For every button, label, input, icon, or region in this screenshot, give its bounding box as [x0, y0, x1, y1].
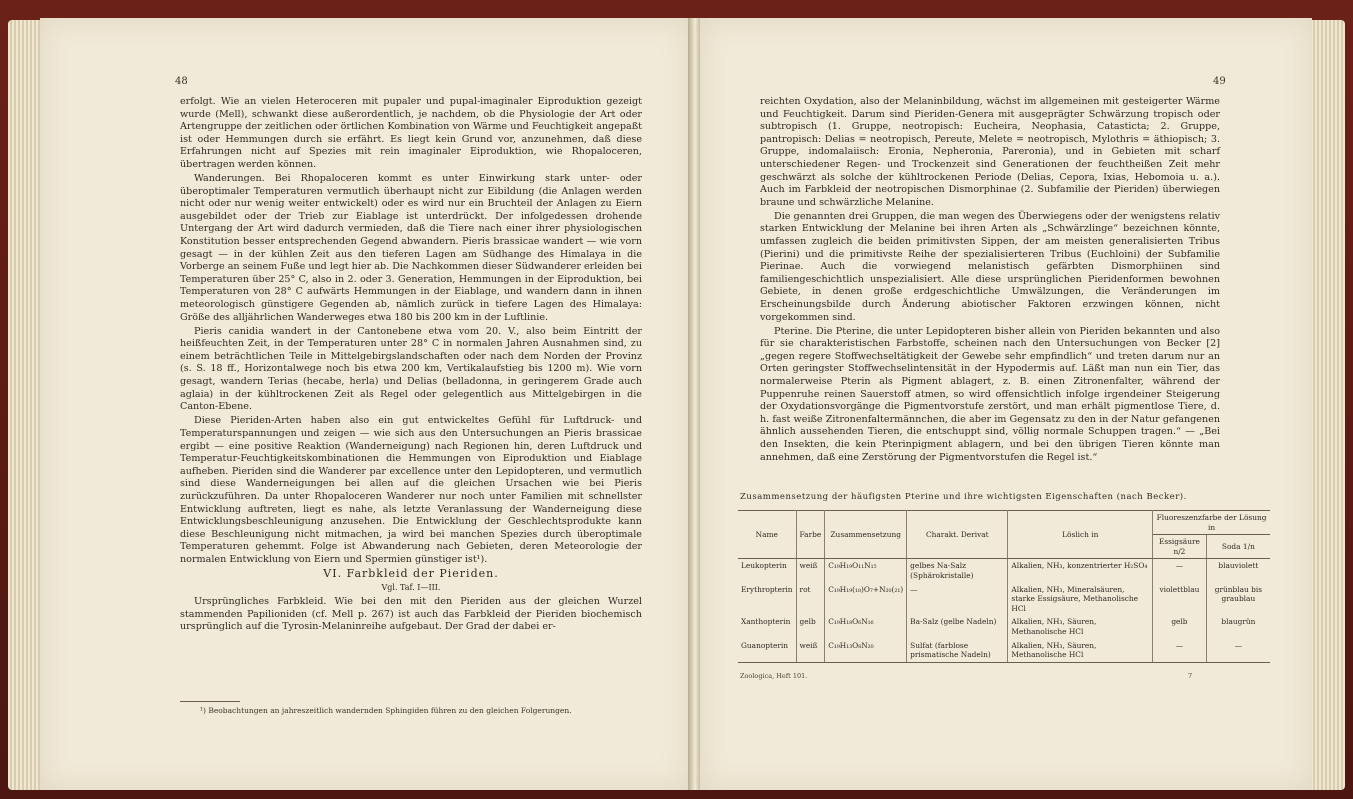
cell-loeslich: Alkalien, NH₃, konzentrierter H₂SO₄ [1008, 559, 1153, 583]
cell-soda: blauviolett [1218, 561, 1259, 571]
pterin-table [738, 510, 1270, 663]
cell-name: Erythropterin [738, 583, 796, 616]
cell-derivat: — [907, 583, 1008, 616]
cell-zus: C₁₉H₁₉(₁₈)O₇+N₂₀(₂₁) [825, 583, 907, 616]
table-row [738, 615, 1270, 638]
paragraph: Wanderungen. Bei Rhopaloceren kommt es unter Einwirkung stark unter- oder überoptimaler Temperaturen vermutlich überhaupt nicht zur Eibildung (die Anlagen werden nicht oder nur wenig weiter entwickelt) oder es wird nur ein Bruchteil der Anlagen zu Eiern ausgebildet oder der Trieb zur Eiablage ist unterdrückt. Der infolgedessen drohende Untergang der Art wird dadurch vermieden, daß die Tiere nach einer ihrer physiologischen Konstitution besser entsprechenden Gegend abwandern. Pieris brassicae wandert — wie vorn gesagt — in der kühlen Zeit aus den tieferen Lagen am Südhange des Himalaya in die Vorberge an seinem Fuße und legt hier ab. Die Nachkommen dieser Südwanderer erleiden bei Temperaturen über 25° C, also in 2. oder 3. Generation, Hemmungen in der Eiproduktion, bei Temperaturen von 28° C aufwärts Hemmungen in der Eiablage, und wandern dann in ihnen meteorologisch günstigere Gegenden ab, nämlich zurück in tiefere Lagen des Himalaya: Größe des alljährlichen Wanderweges etwa 180 bis 200 km in der Luftlinie. [180, 173, 642, 323]
cell-name: Leukopterin [738, 559, 796, 583]
cell-soda: — [1206, 639, 1270, 663]
table-row [738, 559, 1270, 583]
section-title: VI. Farbkleid der Pieriden. [323, 566, 499, 580]
cell-derivat: Sulfat (farblose prismatische Nadeln) [907, 639, 1008, 663]
cell-farbe: weiß [796, 559, 825, 583]
col-header-derivat: Charakt. Derivat [907, 511, 1008, 559]
cell-loeslich: Alkalien, NH₃, Säuren, Methanolische HCl [1008, 615, 1153, 638]
cell-farbe: weiß [796, 639, 825, 663]
col-header-essigsaeure: Essigsäure n/2 [1153, 535, 1207, 559]
cell-zus: C₁₉H₁₈O₆N₁₆ [825, 615, 907, 638]
page-number-left: 48 [175, 76, 188, 87]
cell-essig: violettblau [1153, 583, 1207, 616]
col-header-soda: Soda 1/n [1206, 535, 1270, 559]
col-header-zusammensetzung: Zusammensetzung [825, 511, 907, 559]
section-subtitle: Vgl. Taf. I—III. [381, 583, 441, 593]
col-header-farbe: Farbe [796, 511, 825, 559]
cell-derivat: gelbes Na-Salz (Sphärokristalle) [907, 559, 1008, 583]
cell-loeslich: Alkalien, NH₃, Mineralsäuren, starke Essigsäure, Methanolische HCl [1008, 583, 1153, 616]
signature-mark: 7 [1188, 672, 1193, 680]
left-page-body [180, 96, 642, 635]
paragraph: Die genannten drei Gruppen, die man wegen des Überwiegens oder der wenigstens relativ starken Entwicklung der Melanine bei ihren Arten als „Schwärzlinge“ bezeichnen könnte, umfassen zugleich die beiden primitivsten Sippen, der am meisten generalisierten Tribus (Pierini) und die primitivste Reihe der spezialisierteren Tribus (Euchloini) der Subfamilie Pierinae. Auch die vorwiegend melanistisch gefärbten Dismorphiinen sind familiengeschichtlich unspezialisiert. Alle diese ursprünglichen Pieridenformen bewohnen Gebiete, in denen große erdgeschichtliche Umwälzungen, die Veränderungen im Erscheinungsbilde durch Änderung abiotischer Faktoren erzwingen können, nicht vorgekommen sind. [760, 210, 1220, 323]
cell-zus: C₁₉H₁₃O₈N₂₀ [825, 639, 907, 663]
paragraph: Diese Pieriden-Arten haben also ein gut entwickeltes Gefühl für Luftdruck- und Temperaturspannungen und zeigen — wie sich aus den Untersuchungen an Pieris brassicae ergibt — eine positive Reaktion (Wanderneigung) nach Regionen hin, deren Luftdruck und Temperatur-Feuchtigkeitskombinationen die Hemmungen von Eiproduktion und Eiablage aufheben. Pieriden sind die Wanderer par excellence unter den Lepidopteren, und vermutlich sind diese Wanderneigungen bei allen auf die gleichen Ursachen wie bei Pieris zurückzuführen. Da unter Rhopaloceren Wanderer nur noch unter Familien mit schnellster Entwicklung auftreten, liegt es nahe, als letzte Veranlassung der Wanderneigung diese Entwicklungsbeschleunigung anzusehen. Die Entwicklung der Geschlechtsprodukte kann diese Beschleunigung nicht mitmachen, ja wird bei manchen Spezies durch überoptimale Temperaturen gehemmt. Folge ist Abwanderung nach Gebieten, deren Meteorologie der normalen Entwicklung von Eiern und Spermien günstiger ist¹). [180, 415, 642, 565]
col-header-loeslich: Löslich in [1008, 511, 1153, 559]
paragraph: Pterine. Die Pterine, die unter Lepidopteren bisher allein von Pieriden bekannten und also für sie charakteristischen Farbstoffe, scheinen nach den Untersuchungen von Becker [2] „gegen regere Stoffwechseltätigkeit der Gewebe sehr empfindlich“ und treten darum nur an Orten geringster Stoffwechselintensität in der Hypodermis auf. Läßt man nun ein Tier, das normalerweise Pterin als Pigment ablagert, z. B. einen Zitronenfalter, während der Puppenruhe reinen Sauerstoff atmen, so wird offensichtlich infolge irgendeiner Steigerung der Oxydationsvorgänge die Pigmentvorstufe zerstört, und man erhält pigmentlose Tiere, d. h. fast weiße Zitronenfaltermännchen, die aber im Gegensatz zu den in der Natur gefangenen ähnlich aussehenden Tieren, die entschuppt sind, völlig normale Schuppen tragen.“ — „Bei den Insekten, die kein Pterinpigment ablagern, und bei den übrigen Tieren könnte man annehmen, daß eine Zerstörung der Pigmentvorstufen die Regel ist.“ [760, 325, 1220, 463]
cell-essig: — [1153, 559, 1207, 583]
cell-zus: C₁₉H₁₉O₁₁N₁₅ [825, 559, 907, 583]
left-page [40, 18, 690, 790]
cell-farbe: rot [796, 583, 825, 616]
footnote: ¹) Beobachtungen an jahreszeitlich wandernden Sphingiden führen zu den gleichen Folgerungen. [200, 706, 572, 715]
signature-line: Zoologica, Heft 101. [740, 672, 808, 680]
right-page [700, 18, 1312, 790]
page-number-right: 49 [1213, 76, 1226, 87]
cell-loeslich: Alkalien, NH₃, Säuren, Methanolische HCl [1008, 639, 1153, 663]
footnote-rule [180, 701, 240, 702]
cell-soda: grünblau bis graublau [1214, 584, 1263, 604]
cell-name: Xanthopterin [738, 615, 796, 638]
table-row [738, 583, 1270, 616]
paragraph: Ursprüngliches Farbkleid. Wie bei den mit den Pieriden aus der gleichen Wurzel stammenden Papilioniden (cf. Mell p. 267) ist auch das Farbkleid der Pieriden biochemisch ursprünglich auf die Tyrosin-Melaninreihe aufgebaut. Der Grad der dabei er- [180, 596, 642, 633]
col-header-name: Name [738, 511, 796, 559]
cell-derivat: Ba-Salz (gelbe Nadeln) [907, 615, 1008, 638]
cell-essig: — [1153, 639, 1207, 663]
cell-soda: blaugrün [1221, 617, 1256, 627]
paragraph: Pieris canidia wandert in der Cantonebene etwa vom 20. V., also beim Eintritt der heißfeuchten Zeit, in der Temperaturen unter 28° C in normalen Jahren Ausnahmen sind, zu einem beträchtlichen Teile in Mittelgebirgslandschaften oder nach dem Norden der Provinz (s. S. 18 ff., Horizontalwege noch bis etwa 200 km, Vertikalaufstieg bis 1200 m). Wie vorn gesagt, wandern Terias (hecabe, herla) und Delias (belladonna, in geringerem Grade auch aglaia) in der kühltrockenen Zeit als Regel oder gelegentlich aus Mittelgebirgen in die Canton-Ebene. [180, 325, 642, 413]
paragraph: reichten Oxydation, also der Melaninbildung, wächst im allgemeinen mit gesteigerter Wärme und Feuchtigkeit. Darum sind Pieriden-Genera mit ausgeprägter Schwärzung tropisch oder subtropisch (1. Gruppe, neotropisch: Eucheira, Neophasia, Catasticta; 2. Gruppe, pantropisch: Delias = neotropisch, Pereute, Melete = neotropisch, Mylothris = äthiopisch; 3. Gruppe, indomalaiisch: Eronia, Nepheronia, Pareronia), und in Gebieten mit scharf unterschiedener Regen- und Trockenzeit sind Generationen der feuchtheißen Zeit mehr geschwärzt als solche der kühltrockenen Periode (Delias, Cepora, Ixias, Hebomoia u. a.). Auch im Farbkleid der neotropischen Dismorphinae (2. Subfamilie der Pieriden) überwiegen braune und schwärzliche Melanine. [760, 96, 1220, 208]
table-title: Zusammensetzung der häufigsten Pterine und ihre wichtigsten Eigenschaften (nach Becker). [740, 492, 1187, 502]
table-row [738, 639, 1270, 663]
cell-name: Guanopterin [738, 639, 796, 663]
col-header-fluoreszenz: Fluoreszenzfarbe der Lösung in [1153, 511, 1270, 535]
paragraph: erfolgt. Wie an vielen Heteroceren mit pupaler und pupal-imaginaler Eiproduktion gezeigt wurde (Mell), schwankt diese außerordentlich, je nachdem, ob die Physiologie der Art oder Artengruppe der zeitlichen oder örtlichen Kombination von Wärme und Feuchtigkeit angepaßt ist oder Hemmungen durch sie erfährt. Es liegt kein Grund vor, anzunehmen, daß diese Erfahrungen nicht auf Spezies mit rein imaginaler Eiproduktion, wie Rhopaloceren, übertragen werden können. [180, 96, 642, 170]
cell-farbe: gelb [796, 615, 825, 638]
right-page-body [760, 96, 1220, 466]
cell-essig: gelb [1153, 615, 1207, 638]
